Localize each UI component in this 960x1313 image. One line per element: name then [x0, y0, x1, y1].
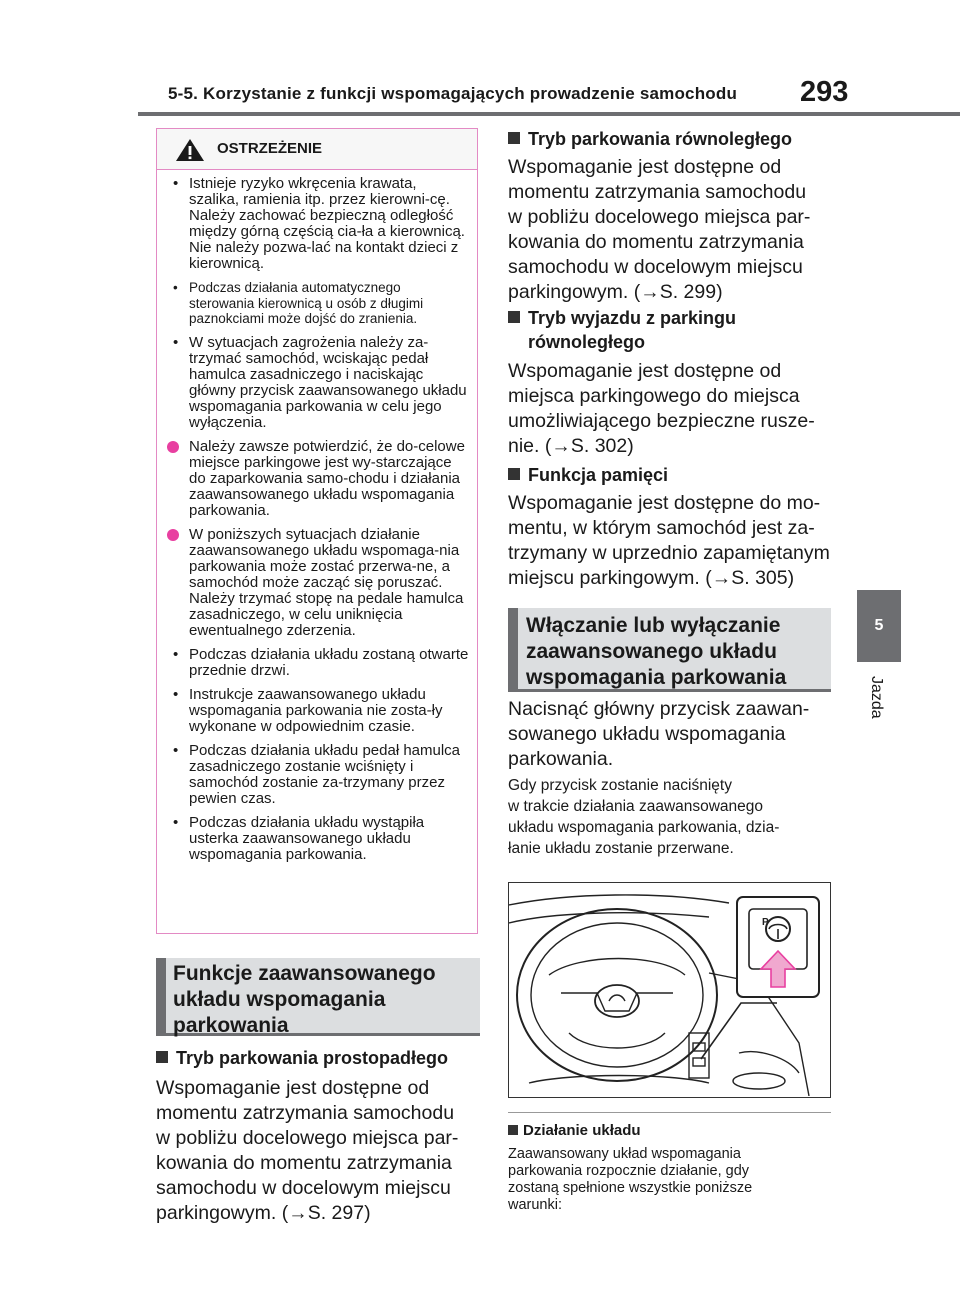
paragraph-parallel [508, 155, 810, 305]
text-line: mentu, w którym samochód jest za- [508, 517, 815, 539]
square-bullet-icon [156, 1051, 168, 1063]
text-line: w trakcie działania zaawansowanego [508, 798, 764, 815]
text-line: zostaną spełnione wszystkie poniższe [508, 1180, 753, 1196]
warning-triangle-icon [175, 138, 205, 162]
heading-line: Funkcje zaawansowanego [173, 962, 436, 985]
text-line: w pobliżu docelowego miejsca par- [508, 206, 811, 228]
subheading-text: Funkcja pamięci [528, 465, 669, 485]
pink-dot-bullet-icon [167, 441, 179, 453]
text-line: miejsca parkingowego do miejsca [508, 385, 800, 407]
note-toggle [508, 775, 779, 859]
text-line: parkowania rozpocznie działanie, gdy [508, 1163, 750, 1179]
subheading-line: Tryb wyjazdu z parkingu [508, 306, 736, 330]
heading-line: zaawansowanego układu [526, 640, 777, 663]
paragraph-operation [508, 1146, 752, 1214]
warning-item [167, 527, 469, 639]
subheading-text: Tryb parkowania prostopadłego [176, 1048, 449, 1068]
warning-item [167, 815, 469, 863]
warning-item-text: Należy zawsze potwierdzić, że do-celowe miejsce parkingowe jest wy-starczające do zaparkowania samo-chodu i działania zaawansowanego układu wspomagania parkowania. [189, 437, 465, 519]
text-line: w pobliżu docelowego miejsca par- [156, 1127, 459, 1149]
warning-item-text: Podczas działania układu pedał hamulca zasadniczego zostanie wciśnięty i samochód zostanie za-trzymany przez pewien czas. [189, 741, 461, 807]
warning-item [167, 439, 469, 519]
warning-list [157, 170, 477, 863]
section-heading-advanced-park [156, 958, 480, 1036]
subheading-parallel-exit [508, 306, 736, 354]
square-bullet-icon [508, 132, 520, 144]
text-line: momentu zatrzymania samochodu [508, 181, 807, 203]
text-line: Wspomaganie jest dostępne od [508, 360, 782, 382]
warning-header [157, 129, 477, 170]
heading-line: Włączanie lub wyłączanie [526, 614, 781, 637]
warning-item [167, 335, 469, 431]
dashboard-drawing [509, 883, 829, 1096]
heading-line: parkowania [173, 1014, 289, 1037]
warning-item-text: Podczas działania układu wystąpiła usterka zaawansowanego układu wspomagania parkowania. [189, 813, 425, 863]
heading-line: układu wspomagania [173, 988, 386, 1011]
warning-item [167, 687, 469, 735]
warning-title: OSTRZEŻENIE [217, 140, 323, 157]
square-bullet-icon [508, 311, 520, 323]
text-line: samochodu w docelowym miejscu [156, 1177, 451, 1199]
text-line: Zaawansowany układ wspomagania [508, 1146, 741, 1162]
dashboard-illustration [508, 882, 831, 1098]
text-line: samochodu w docelowym miejscu [508, 256, 803, 278]
warning-box [156, 128, 478, 934]
text-line: warunki: [508, 1197, 562, 1213]
header-rule [138, 112, 960, 116]
text-line: momentu zatrzymania samochodu [156, 1102, 455, 1124]
warning-item-text: Podczas działania automatycznego sterowania kierownicą u osób z długimi paznokciami może dojść do zranienia. [189, 280, 424, 326]
chapter-tab-label: Jazda [868, 676, 885, 719]
bullet-marker: • [173, 333, 179, 351]
text-line: Wspomaganie jest dostępne od [156, 1077, 430, 1099]
paragraph-parallel-exit [508, 359, 815, 459]
bullet-marker: • [173, 813, 179, 831]
svg-text:P: P [762, 917, 769, 928]
subheading-text: Działanie układu [523, 1122, 641, 1139]
warning-item [167, 280, 469, 327]
pink-dot-bullet-icon [167, 529, 179, 541]
text-line: umożliwiającego bezpieczne rusze- [508, 410, 815, 432]
section-header-title: 5-5. Korzystanie z funkcji wspomagających prowadzenie samochodu [168, 84, 738, 103]
subheading-perpendicular [156, 1046, 448, 1070]
paragraph-perpendicular [156, 1076, 458, 1226]
text-line: kowania do momentu zatrzymania [508, 231, 804, 253]
text-line: miejscu parkingowym. (→S. 305) [508, 567, 795, 589]
text-line: parkingowym. (→S. 297) [156, 1202, 371, 1224]
bullet-marker: • [173, 685, 179, 703]
divider-line [508, 1112, 831, 1113]
text-line: kowania do momentu zatrzymania [156, 1152, 452, 1174]
text-line: nie. (→S. 302) [508, 435, 634, 457]
text-line: układu wspomagania parkowania, dzia- [508, 819, 780, 836]
subheading-text: Tryb parkowania równoległego [528, 129, 793, 149]
bullet-marker: • [173, 645, 179, 663]
subheading-parallel [508, 127, 792, 151]
warning-item [167, 647, 469, 679]
warning-item-text: Istnieje ryzyko wkręcenia krawata, szalika, ramienia itp. przez kierowni-cę. Należy zachować bezpieczną odległość między górną częścią cia-ła a kierownicą. Nie należy pozwa-lać na kontakt dzieci z kierownicą. [189, 175, 465, 272]
bullet-marker: • [173, 175, 179, 192]
subheading-operation [508, 1122, 641, 1139]
square-bullet-icon [508, 1125, 518, 1135]
text-line: parkingowym. (→S. 299) [508, 281, 723, 303]
bullet-marker: • [173, 280, 178, 295]
warning-item [167, 743, 469, 807]
paragraph-toggle [508, 697, 809, 772]
text-line: Nacisnąć główny przycisk zaawan- [508, 698, 810, 720]
text-line: sowanego układu wspomagania [508, 723, 786, 745]
text-line: Wspomaganie jest dostępne do mo- [508, 492, 821, 514]
warning-item-text: Podczas działania układu zostaną otwarte przednie drzwi. [189, 645, 469, 679]
chapter-tab: 5 [857, 590, 901, 662]
text-line: parkowania. [508, 748, 614, 770]
text-line: Gdy przycisk zostanie naciśnięty [508, 777, 732, 794]
bullet-marker: • [173, 741, 179, 759]
warning-item-text: Instrukcje zaawansowanego układu wspomagania parkowania nie zosta-ły wykonane w odpowiednim czasie. [189, 685, 443, 735]
page-number: 293 [800, 76, 849, 108]
paragraph-memory [508, 491, 830, 591]
text-line: łanie układu zostanie przerwane. [508, 840, 734, 857]
text-line: Wspomaganie jest dostępne od [508, 156, 782, 178]
heading-line: wspomagania parkowania [526, 666, 787, 689]
warning-item-text: W sytuacjach zagrożenia należy za-trzymać samochód, wciskając pedał hamulca zasadniczego i naciskając główny przycisk zaawansowanego układu wspomagania parkowania w celu jego wyłączenia. [189, 333, 467, 431]
warning-item [167, 176, 469, 272]
warning-item-text: W poniższych sytuacjach działanie zaawansowanego układu wspomaga-nia parkowania może zostać przerwa-ne, a samochód może zacząć się poruszać. Należy trzymać stopę na pedale hamulca zasadniczego, w celu uniknięcia ewentualnego zderzenia. [189, 525, 464, 639]
subheading-line: równoległego [528, 332, 645, 352]
subheading-memory [508, 463, 668, 487]
section-heading-toggle [508, 608, 831, 692]
square-bullet-icon [508, 468, 520, 480]
text-line: trzymany w uprzednio zapamiętanym [508, 542, 830, 564]
